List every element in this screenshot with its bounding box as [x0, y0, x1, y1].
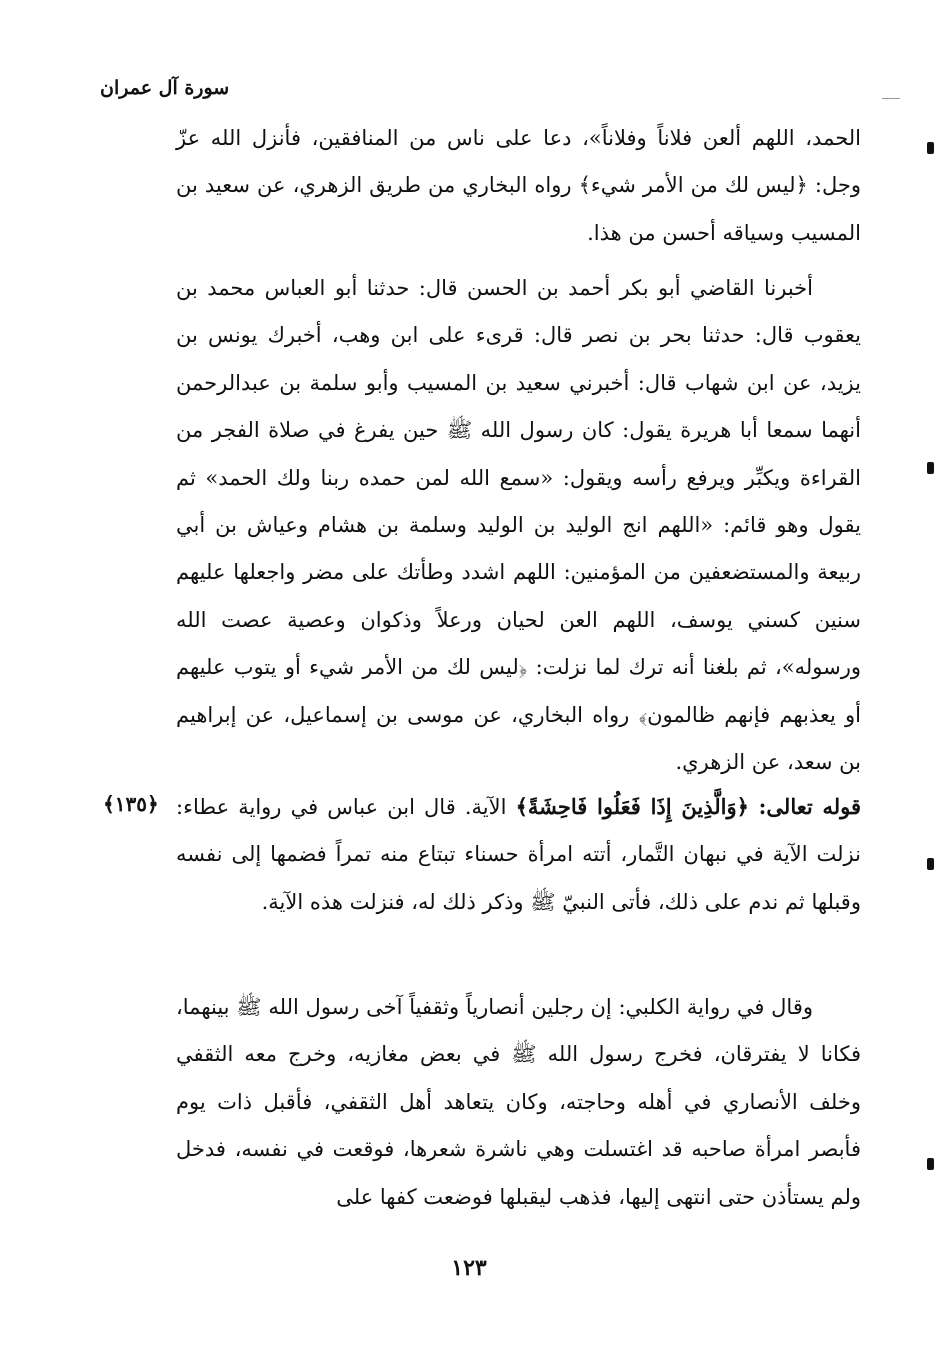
kalbi-narration	[176, 984, 861, 1221]
paragraph-3	[176, 783, 861, 926]
running-header: سورة آل عمران	[100, 77, 230, 99]
paragraph-2-text: أخبرنا القاضي أبو بكر أحمد بن الحسن قال: حدثنا أبو العباس محمد بن يعقوب قال: حدثنا بحر بن نصر قال: قرىء على ابن وهب، أخبرك يونس بن يزيد، عن ابن شهاب قال: أخبرني سعيد بن المسيب وأبو سلمة بن عبدالرحمن أنهما سمعا أبا هريرة يقول: كان رسول الله ﷺ حين يفرغ في صلاة الفجر من القراءة ويكبِّر ويرفع رأسه ويقول: «سمع الله لمن حمده ربنا ولك الحمد» ثم يقول وهو قائم: «اللهم انج الوليد بن الوليد وسلمة بن هشام وعياش بن أبي ربيعة والمستضعفين من المؤمنين: اللهم اشدد وطأتك على مضر واجعلها عليهم سنين كسني يوسف، اللهم العن لحيان ورعلاً وذكوان وعصية عصت الله ورسوله»، ثم بلغنا أنه ترك لما نزلت: ﴿ليس لك من الأمر شيء أو يتوب عليهم أو يعذبهم فإنهم ظالمون﴾ رواه البخاري، عن موسى بن إسماعيل، عن إبراهيم بن سعد، عن الزهري.	[176, 276, 861, 775]
margin-mark	[927, 858, 934, 870]
page-number: ١٢٣	[451, 1255, 487, 1281]
margin-mark	[927, 462, 934, 474]
verse-number: ﴿١٣٥﴾	[103, 792, 159, 816]
verse-commentary	[176, 783, 861, 926]
margin-mark	[927, 1158, 934, 1170]
hadith-paragraph	[176, 265, 861, 786]
verse-commentary-text: الآية. قال ابن عباس في رواية عطاء: نزلت الآية في نبهان التَّمار، أتته امرأة حسناء تبتاع منه تمراً فضمها إلى نفسه وقبلها ثم ندم على ذلك، فأتى النبيّ ﷺ وذكر ذلك له، فنزلت هذه الآية.	[176, 795, 861, 914]
paragraph-4-text: وقال في رواية الكلبي: إن رجلين أنصارياً وثقفياً آخى رسول الله ﷺ بينهما، فكانا لا يفترقان، فخرج رسول الله ﷺ في بعض مغازيه، وخرج معه الثقفي وخلف الأنصاري في أهله وحاجته، وكان يتعاهد أهل الثقفي، فأقبل ذات يوم فأبصر امرأة صاحبه قد اغتسلت وهي ناشرة شعرها، فوقعت في نفسه، فدخل ولم يستأذن حتى انتهى إليها، فذهب ليقبلها فوضعت كفها على	[176, 995, 861, 1209]
paragraph-continuation	[176, 115, 861, 257]
margin-mark	[927, 142, 934, 154]
header-rule	[882, 98, 900, 99]
verse-intro: قوله تعالى: ﴿وَالَّذِينَ إِذَا فَعَلُوا فَاحِشَةً﴾	[515, 794, 861, 819]
paragraph-1-text: الحمد، اللهم ألعن فلاناً وفلاناً»، دعا على ناس من المنافقين، فأنزل الله عزّ وجل: ﴿ليس لك من الأمر شيء﴾ رواه البخاري من طريق الزهري، عن سعيد بن المسيب وسياقه أحسن من هذا.	[176, 126, 861, 245]
